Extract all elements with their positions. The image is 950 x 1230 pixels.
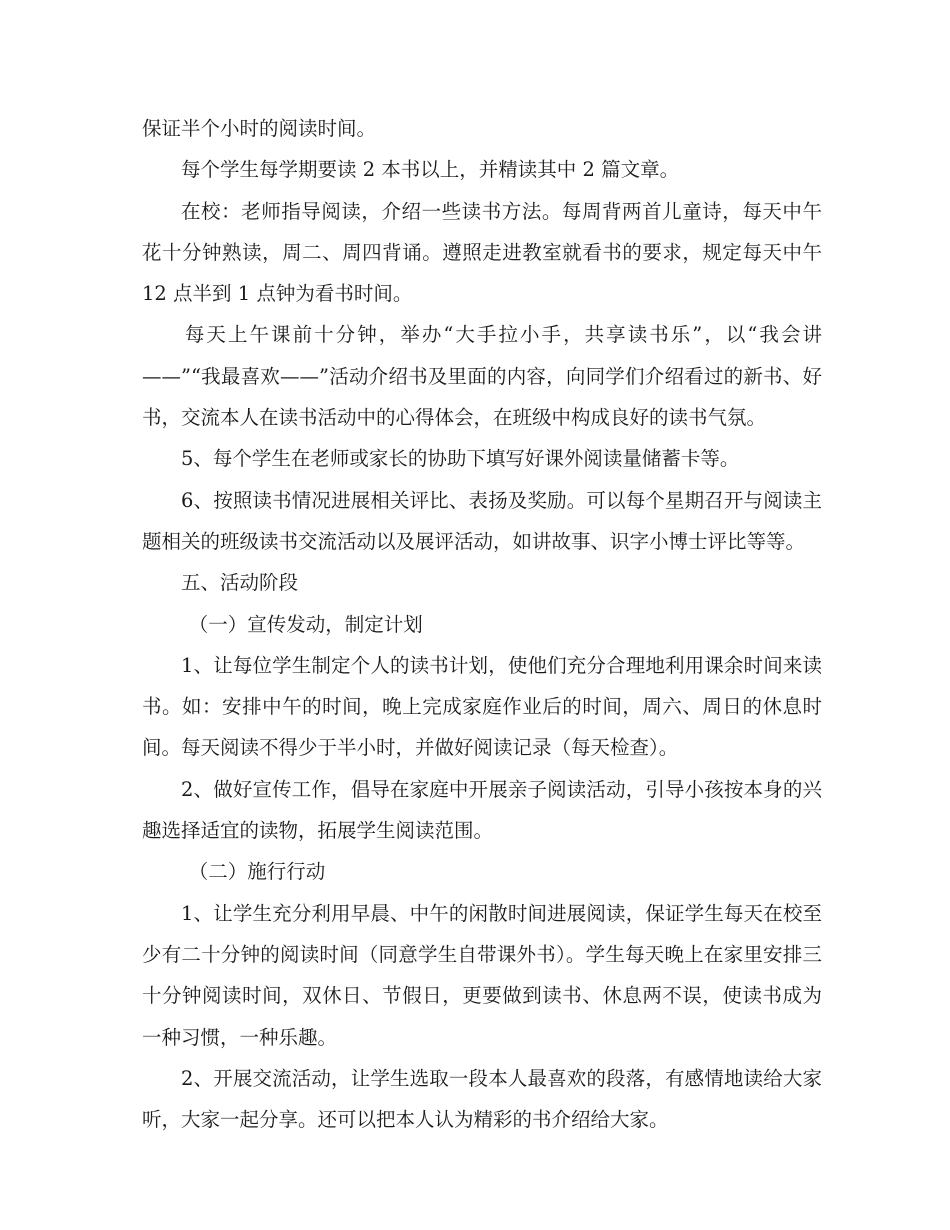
section-heading-activity-stages: 五、活动阶段 bbox=[181, 571, 299, 595]
paragraph-reading-plan: 1、让每位学生制定个人的读书计划，使他们充分合理地利用课余时间来读书。如：安排中午的时间，晚上完成家庭作业后的时间，周六、周日的休息时间。每天阅读不得少于半小时，并做好阅读记录（每天检查）。 bbox=[142, 653, 822, 760]
paragraph-continuation: 保证半个小时的阅读时间。 bbox=[142, 117, 377, 140]
paragraph-item-5: 5、每个学生在老师或家长的协助下填写好课外阅读量储蓄卡等。 bbox=[181, 447, 740, 471]
paragraph-exchange-activity: 2、开展交流活动，让学生选取一段本人最喜欢的段落，有感情地读给大家听，大家一起分享。还可以把本人认为精彩的书介绍给大家。 bbox=[142, 1066, 822, 1132]
paragraph-morning-activity: 每天上午课前十分钟，举办“大手拉小手，共享读书乐”，以“我会讲——”“我最喜欢——”活动介绍书及里面的内容，向同学们介绍看过的新书、好书，交流本人在读书活动中的心得体会，在班级中构成良好的读书气氛。 bbox=[142, 323, 822, 430]
paragraph-reading-requirement: 每个学生每学期要读 2 本书以上，并精读其中 2 篇文章。 bbox=[181, 158, 680, 182]
paragraph-publicity-work: 2、做好宣传工作，倡导在家庭中开展亲子阅读活动，引导小孩按本身的兴趣选择适宜的读物，拓展学生阅读范围。 bbox=[142, 777, 822, 843]
paragraph-free-time-reading: 1、让学生充分利用早晨、中午的闲散时间进展阅读，保证学生每天在校至少有二十分钟的阅读时间（同意学生自带课外书）。学生每天晚上在家里安排三十分钟阅读时间，双休日、节假日，更要做到读书、休息两不误，使读书成为一种习惯，一种乐趣。 bbox=[142, 901, 822, 1049]
paragraph-at-school: 在校：老师指导阅读，介绍一些读书方法。每周背两首儿童诗，每天中午花十分钟熟读，周二、周四背诵。遵照走进教室就看书的要求，规定每天中午 12 点半到 1 点钟为看书时间。 bbox=[142, 199, 822, 306]
paragraph-item-6: 6、按照读书情况进展相关评比、表扬及奖励。可以每个星期召开与阅读主题相关的班级读书交流活动以及展评活动，如讲故事、识字小博士评比等等。 bbox=[142, 488, 822, 553]
subheading-implementation: （二）施行行动 bbox=[188, 860, 326, 884]
document-body bbox=[142, 108, 822, 1140]
subheading-publicity: （一）宣传发动，制定计划 bbox=[188, 612, 423, 636]
